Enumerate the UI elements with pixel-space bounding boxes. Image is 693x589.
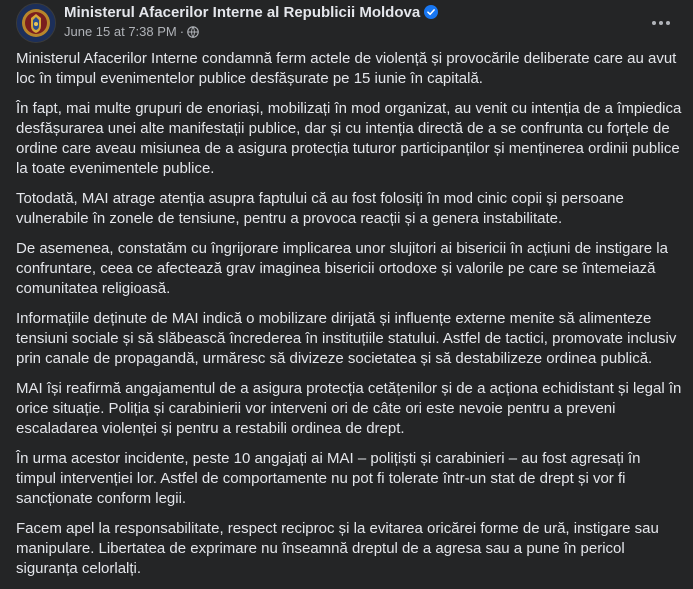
more-options-button[interactable] (645, 7, 677, 39)
post-paragraph: Ministerul Afacerilor Interne condamnă ferm actele de violență și provocările deliberate care au avut loc în timpul evenimentelor publice desfășurate pe 15 iunie în capitală. (16, 50, 677, 87)
post-paragraph: Totodată, MAI atrage atenția asupra faptului că au fost folosiți în mod cinic copii și persoane vulnerabile în zonele de tensiune, pentru a provoca reacții și a genera instabilitate. (16, 190, 624, 227)
coat-of-arms-icon (17, 4, 55, 42)
meta-separator: · (179, 24, 185, 39)
page-name-text[interactable]: Ministerul Afacerilor Interne al Republicii Moldova (64, 4, 421, 21)
post-paragraph: Facem apel la responsabilitate, respect reciproc și la evitarea oricărei forme de ură, instigare sau manipulare. Libertatea de exprimare nu înseamnă dreptul de a agresa sau a pune în pericol siguranța celorlalți. (16, 520, 659, 577)
post-paragraph: În fapt, mai multe grupuri de enoriași, mobilizați în mod organizat, au venit cu intenția de a împiedica desfășurarea unei alte manifestații publice, dar și cu intenția directă de a se confrunta cu forțele de ordine care aveau misiunea de a asigura protecția tuturor participanților și menținerea ordinii publice la toate evenimentele publice. (16, 100, 682, 177)
page-avatar[interactable] (16, 3, 56, 43)
globe-icon[interactable] (187, 26, 199, 38)
post-paragraph: Informațiile deținute de MAI indică o mobilizare dirijată și influențe externe menite să alimenteze tensiuni sociale și să slăbească încrederea în instituțiile statului. Astfel de tactici, promovate inclusiv prin canale de propagandă, urmăresc să divizeze societatea și să destabilizeze ordinea publică. (16, 310, 677, 367)
post-body (16, 49, 682, 589)
post-paragraph: MAI își reafirmă angajamentul de a asigura protecția cetățenilor și de a acționa echidistant și legal în orice situație. Poliția și carabinierii vor interveni ori de câte ori este nevoie pentru a preveni escaladarea violenței și pentru a restabili ordinea de drept. (16, 380, 682, 437)
post-paragraph: În urma acestor incidente, peste 10 angajați ai MAI – polițiști și carabinieri – au fost agresați în timpul intervenției lor. Astfel de comportamente nu pot fi tolerate într-un stat de drept și vor fi sancționate conform legii. (16, 450, 641, 507)
more-dot (659, 21, 663, 25)
more-dot (666, 21, 670, 25)
post-paragraph: De asemenea, constatăm cu îngrijorare implicarea unor slujitori ai bisericii în acțiuni de instigare la confruntare, ceea ce afectează grav imaginea bisericii ortodoxe și valorile pe care se întemeiază comunitatea religioasă. (16, 240, 668, 297)
post-header (16, 3, 677, 43)
post-timestamp[interactable]: June 15 at 7:38 PM (64, 24, 177, 39)
verified-badge-icon (424, 5, 438, 19)
more-dot (652, 21, 656, 25)
post-meta (64, 24, 199, 40)
page-name[interactable] (64, 4, 438, 22)
